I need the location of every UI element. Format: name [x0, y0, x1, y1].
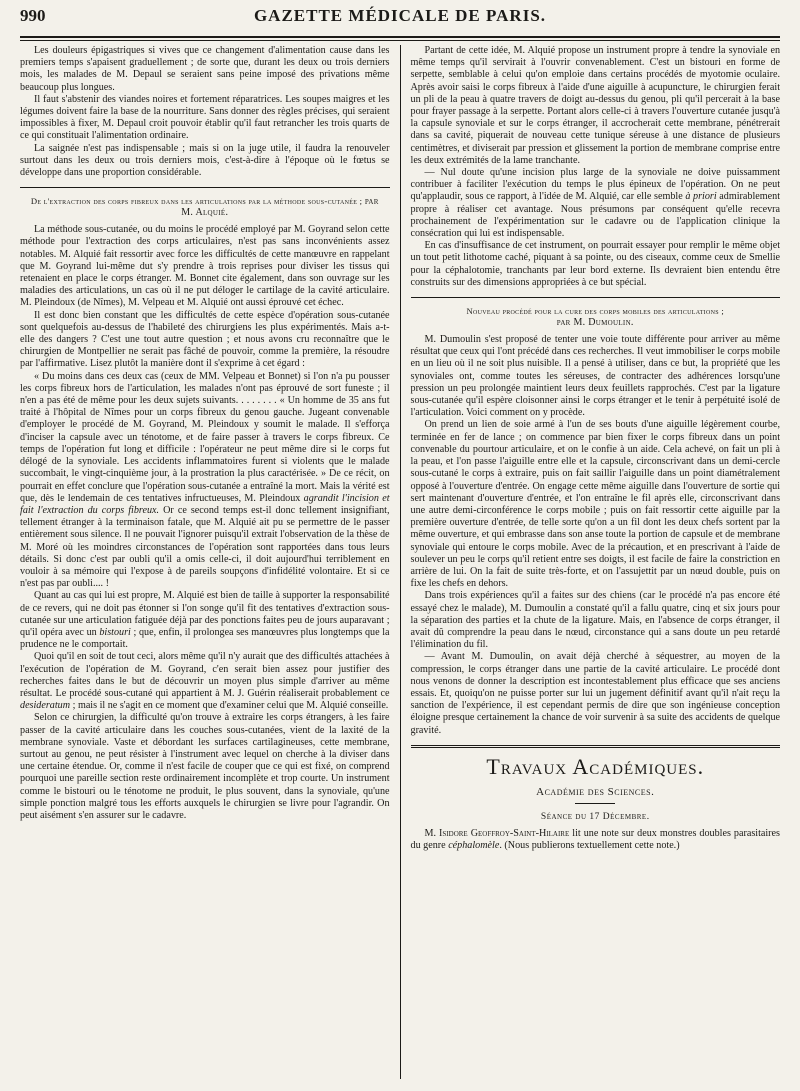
italic-run: à priori	[685, 191, 717, 203]
paragraph: On prend un lien de soie armé à l'un de ses bouts d'une aiguille légèrement courbe, terminée en fer de lance ; on commence par bien fixer le corps fibreux dans un point convenable du pourtour articulaire, et on le confie à un aide. Cela achevé, on fait un pli à la peau, et l'on passe l'aiguille entre elle et la capsule, circonscrivant dans un demi-cercle sous-cutané le corps à extraire, puis on fait saillir l'aiguille dans un point diamétralement opposé à l'ouverture d'entrée. On engage cette même aiguille dans l'ouverture de sortie qui sert maintenant d'ouverture d'entrée, et l'on entraîne le fil après elle, circonscrivant dans une autre demi-circonférence le corps mobile ; puis on fait ressortir cette aiguille par la première ouverture d'entrée, de telle sorte qu'on a un fil dont les deux chefs sortent par la même ouverture, et qui embrasse dans son anse toute la portion de capsule et de membrane synoviale qui entoure le corps mobile. Avec de la précaution, et en prescrivant à l'aide de soulever un peu le corps qu'il retient entre ses doigts, il est facile de faire la constriction en arrière de lui. On la fait de suite très-forte, et on l'assujettit par un nœud double, puis on fixe les chefs en dehors.	[410, 419, 781, 590]
section-heading	[415, 306, 777, 328]
text-columns	[20, 45, 780, 1079]
section-heading	[24, 196, 386, 218]
italic-run: desideratum	[20, 700, 71, 712]
section-double-rule	[411, 745, 781, 748]
italic-run: céphalomèle	[448, 839, 500, 851]
paragraph: M. Dumoulin s'est proposé de tenter une voie toute différente pour arriver au même résultat que ceux qui l'ont précédé dans ces recherches. Il veut immobiliser le corps mobile en un lieu où il ne soit plus nuisible. Il a pensé à utiliser, dans ce but, la propriété que les synoviales ont, comme toutes les séreuses, de contracter des adhérences lorsqu'une pression un peu prolongée maintient leurs deux feuillets rapprochés. C'est par la ligature sous-cutanée qu'il espère cloisonner ainsi le corps étranger et le tenir à perpétuité isolé de l'articulation. Voici comment on y procède.	[410, 334, 781, 419]
text-run: — Nul doute qu'une incision plus large de la synoviale ne doive puissamment contribuer à faciliter l'exécution du temps le plus épineux de l'opération. On ne peut qu'applaudir, sous ce rapport, à l'idée de M. Alquié, car elle semble	[410, 167, 781, 203]
header-rule-thin	[20, 40, 780, 41]
heading-author: par M. Alquié.	[181, 196, 379, 219]
running-title: GAZETTE MÉDICALE DE PARIS.	[253, 6, 547, 25]
page-number: 990	[20, 6, 46, 25]
italic-run: agrandit l'incision et fait l'extraction du corps fibreux.	[20, 492, 390, 516]
left-column	[20, 45, 396, 1079]
paragraph: Il faut s'abstenir des viandes noires et fortement réparatrices. Les soupes maigres et les légumes doivent faire la base de la nourriture. Sans donner des règles précises, qui seraient impossibles à fixer, M. Depaul croit pouvoir établir qu'il faut retrancher les trois quarts de ce qui constituait l'alimentation ordinaire.	[20, 93, 390, 142]
paragraph: — Avant M. Dumoulin, on avait déjà cherché à séquestrer, au moyen de la compression, le corps étranger dans une partie de la cavité articulaire. Le procédé dont nous venons de donner la description est incontestablement plus efficace que ses anciens essais. Et, quoiqu'on ne puisse porter sur lui un jugement définitif avant qu'il n'ait reçu la sanction de l'expérience, il est cependant permis de dire que son ingénieuse conception éloigne presque certainement la chance de voir survenir à sa suite des accidents de quelque gravité.	[410, 651, 781, 736]
section-separator	[20, 187, 390, 188]
paragraph	[20, 590, 390, 651]
heading-text: Nouveau procédé pour la cure des corps mobiles des articulations ;	[466, 306, 725, 317]
paragraph: Dans trois expériences qu'il a faites sur des chiens (car le procédé n'a pas encore été essayé chez le malade), M. Dumoulin a constaté qu'il a fallu quatre, cinq et six jours pour la séparation des parties et la chute de la ligature. Mais, en l'absence de corps étranger, il avait dû comprendre la peau dans le nœud, circonstance qui a sans doute un peu retardé l'élimination du fil.	[410, 590, 781, 651]
header-rule	[20, 36, 780, 38]
section-separator	[411, 297, 781, 298]
paragraph: La saignée n'est pas indispensable ; mais si on la juge utile, il faudra la renouveler surtout dans les deux ou trois derniers mois, c'est-à-dire à l'époque où le fœtus se développe dans une proportion considérable.	[20, 142, 390, 179]
page-header	[20, 6, 780, 32]
small-rule	[575, 803, 615, 804]
paragraph	[20, 651, 390, 712]
heading-author: par M. Dumoulin.	[556, 317, 634, 329]
column-divider	[400, 45, 401, 1079]
text-run: . (Nous publierons textuellement cette note.)	[499, 839, 680, 851]
speaker-name: M. Isidore Geoffroy-Saint-Hilaire	[424, 827, 570, 839]
paragraph	[411, 167, 781, 240]
italic-run: bistouri	[99, 626, 131, 638]
text-run: ; que, enfin, il prolongea ses manœuvres plus longtemps que la prudence ne le comportait.	[20, 626, 390, 651]
section-title: Travaux Académiques.	[486, 753, 705, 779]
paragraph	[20, 371, 390, 591]
session-heading: Séance du 17 Décembre.	[540, 811, 650, 822]
heading-text: De l'extraction des corps fibreux dans les articulations par la méthode sous-cutanée ;	[30, 196, 363, 207]
paragraph: Selon ce chirurgien, la difficulté qu'on trouve à extraire les corps étrangers, à les faire passer de la cavité articulaire dans les couches sous-cutanées, vient de la laxité de la membrane synoviale. Vaste et débordant les surfaces cartilagineuses, cette membrane, surtout au genou, ne peut résister à l'instrument avec lequel on cherche à la diviser dans une certaine étendue. Or, comme il n'est facile de couper que ce qui est fixé, on comprend pourquoi une pareille section reste ordinairement incomplète et trop courte. Un instrument comme le bistouri ou le ténotome ne produit, le plus souvent, dans la synoviale, qu'une simple ponction malgré tous les efforts auxquels le chirurgien se livre pour l'agrandir. On peut aisément s'en assurer sur le cadavre.	[20, 712, 390, 821]
right-column	[405, 45, 781, 1079]
paragraph: Il est donc bien constant que les difficultés de cette espèce d'opération sous-cutanée sont quelquefois au-dessus de l'habileté des chirurgiens les plus expérimentés. Mais a-t-elle des dangers ? C'est une tout autre question ; et nous avons cru reconnaître que le chirurgien de Montpellier ne serait pas fâché de pouvoir, comme la première, la résoudre par l'affirmative. Lisez plutôt la manière dont il s'exprime à cet égard :	[20, 309, 390, 370]
text-run: lit une note sur deux monstres doubles parasitaires du genre	[410, 827, 780, 851]
text-run: Quoi qu'il en soit de tout ceci, alors même qu'il n'y aurait que des difficultés attachées à l'exécution de l'opération de M. Goyrand, c'en serait bien assez pour justifier des recherches faites dans le but de découvrir un moyen plus simple d'arriver au même résultat. Le procédé sous-cutané qui appartient à M. J. Guérin réaliserait probablement ce	[20, 651, 390, 699]
paragraph: Les douleurs épigastriques si vives que ce changement d'alimentation cause dans les premiers temps s'apaisent graduellement ; de sorte que, durant les deux ou trois derniers mois, les malades de M. Depaul se seraient sans peine imposé des privations même beaucoup plus longues.	[20, 45, 390, 93]
text-run: admirablement propre à réaliser cet avantage. Nous présumons par conséquent qu'elle recevra prochainement de l'expérimentation sur le cadavre ou de l'application clinique la consécration qui lui est indispensable.	[410, 191, 781, 240]
section-subtitle: Académie des Sciences.	[536, 785, 655, 798]
text-run: Or ce second temps est-il donc tellement insignifiant, tellement étranger à la terminaison fatale, que M. Alquié ait pu se permettre de le passer entièrement sous silence. Il ne pouvait l'ignorer puisqu'il extrait l'observation de la thèse de M. Moré où les moindres circonstances de l'opération sont rapportées dans tous leurs détails. Si donc c'est par oubli qu'il a omis celle-ci, il doit aujourd'hui terriblement en vouloir à sa mémoire qui l'expose à de pareils soupçons d'infidélité volontaire. Et si ce n'est pas par oubli.... !	[20, 504, 390, 590]
text-run: « Du moins dans ces deux cas (ceux de MM. Velpeau et Bonnet) si l'on n'a pu pousser les corps fibreux hors de l'articulation, les malades n'ont pas éprouvé de sort funeste ; il n'en a pas été de même pour les deux sujets suivants. . . . . . . . « Un homme de 35 ans fut traité à l'hôpital de Nîmes pour un corps fibreux du genou gauche. Jugeant convenable d'employer le procédé de M. Goyrand, M. Pleindoux y soumit le malade. Il s'efforça d'inciser la capsule avec un ténotome, et de faire passer à travers le corps fibreux. Ce temps de l'opération fut long et difficile : l'opérateur ne peut même dire si le corps fut délogé de la synoviale. Les accidents inflammatoires furent si violents que le malade succombait, le vingt-cinquième jour, à la prostration la plus caractérisée. » De ce récit, on pourrait en effet conclure que l'opération sous-cutanée a entraîné la mort. Mais la vérité est que, dès le lendemain de ces tentatives infructueuses, M. Pleindoux	[20, 370, 390, 504]
paragraph: Partant de cette idée, M. Alquié propose un instrument propre à tendre la synoviale en même temps qu'il servirait à l'ouvrir convenablement. C'est un bistouri en forme de serpette, semblable à celui qu'on emploie dans certains procédés de myotomie oculaire. Après avoir saisi le corps fibreux à l'aide d'une aiguille à acupuncture, le chirurgien ferait un pli de la peau à quatre travers de doigt au-dessus du genou, pli qu'il percerait à la base pour frayer passage à la serpette. Portant alors celle-ci à travers l'ouverture cutanée jusqu'à la capsule synoviale et sur le corps étranger, il accrocherait cette membrane, pénétrerait dans sa cavité, piquerait de nouveau cette tunique séreuse à une distance de plusieurs centimètres, et diviserait par pression et glissement la portion de membrane comprise entre les deux extrémités de la lame tranchante.	[410, 45, 781, 166]
paragraph: En cas d'insuffisance de cet instrument, on pourrait essayer pour remplir le même objet un tout petit lithotome caché, piquant à sa pointe, ou des ciseaux, comme ceux de Smellie pour la céphalotomie, tranchants par leur bord externe. Ils devraient bien entendu être construits sur des dimensions appropriées à ce but spécial.	[410, 240, 781, 288]
paragraph: La méthode sous-cutanée, ou du moins le procédé employé par M. Goyrand selon cette méthode pour l'extraction des corps articulaires, n'est pas sans inconvénients assez notables. M. Alquié fait ressortir avec force les difficultés de cette manœuvre en rappelant que M. Goyrand lui-même dut s'y prendre à trois reprises pour diviser les tissus qui retenaient en place le corps étranger. M. Bonnet cite également, dans son ouvrage sur les maladies des articulations, un cas où il ne put déloger le cartilage de la cavité articulaire. M. Pleindoux (de Nîmes), M. Velpeau et M. Alquié ont aussi éprouvé cet échec.	[20, 224, 390, 309]
text-run: Quant au cas qui lui est propre, M. Alquié est bien de taille à supporter la responsabilité de ce revers, qui ne doit pas étonner si l'on songe qu'il fit des tentatives d'extraction sous-cutanée sur une articulation fatiguée déjà par des ponctions faites peu de jours auparavant ; qu'il opéra avec un	[20, 590, 390, 638]
text-run: ; mais il ne s'agit en ce moment que d'examiner celui que M. Alquié conseille.	[70, 700, 389, 712]
paragraph	[411, 828, 781, 852]
